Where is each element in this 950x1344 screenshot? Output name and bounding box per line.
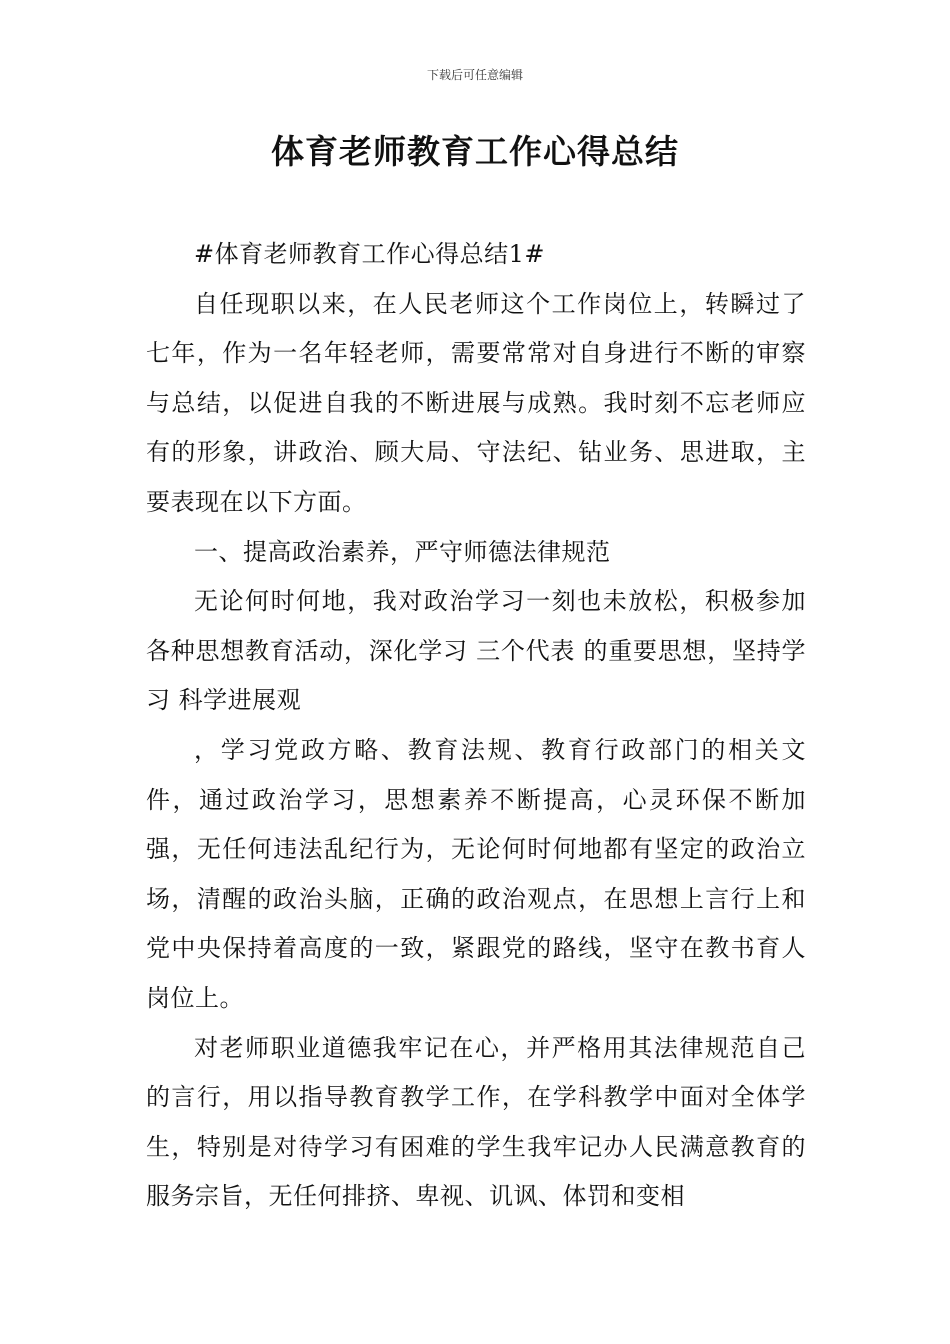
paragraph-intro: 自任现职以来，在人民老师这个工作岗位上，转瞬过了七年，作为一名年轻老师，需要常常对自身进行不断的审察与总结，以促进自我的不断进展与成熟。我时刻不忘老师应有的形象，讲政治、顾大局、守法纪、钻业务、思进取，主要表现在以下方面。 bbox=[146, 289, 806, 516]
section-heading-politics: 一、提高政治素养，严守师德法律规范 bbox=[194, 537, 611, 566]
header-note: 下载后可任意编辑 bbox=[426, 68, 523, 82]
paragraph-politics-study: 无论何时何地，我对政治学习一刻也未放松，积极参加各种思想教育活动，深化学习 三个代表 的重要思想，坚持学习 科学进展观 bbox=[146, 587, 806, 715]
document-body bbox=[146, 230, 806, 1222]
document-title: 体育老师教育工作心得总结 bbox=[271, 132, 679, 171]
paragraph-politics-continued: ，学习党政方略、教育法规、教育行政部门的相关文件，通过政治学习，思想素养不断提高，心灵环保不断加强，无任何违法乱纪行为，无论何时何地都有坚定的政治立场，清醒的政治头脑，正确的政治观点，在思想上言行上和党中央保持着高度的一致，紧跟党的路线，坚守在教书育人岗位上。 bbox=[146, 735, 806, 1012]
section-heading-1: #体育老师教育工作心得总结1# bbox=[194, 240, 545, 268]
paragraph-ethics: 对老师职业道德我牢记在心，并严格用其法律规范自己的言行，用以指导教育教学工作，在学科教学中面对全体学生，特别是对待学习有困难的学生我牢记办人民满意教育的服务宗旨，无任何排挤、卑视、讥讽、体罚和变相 bbox=[146, 1033, 806, 1211]
